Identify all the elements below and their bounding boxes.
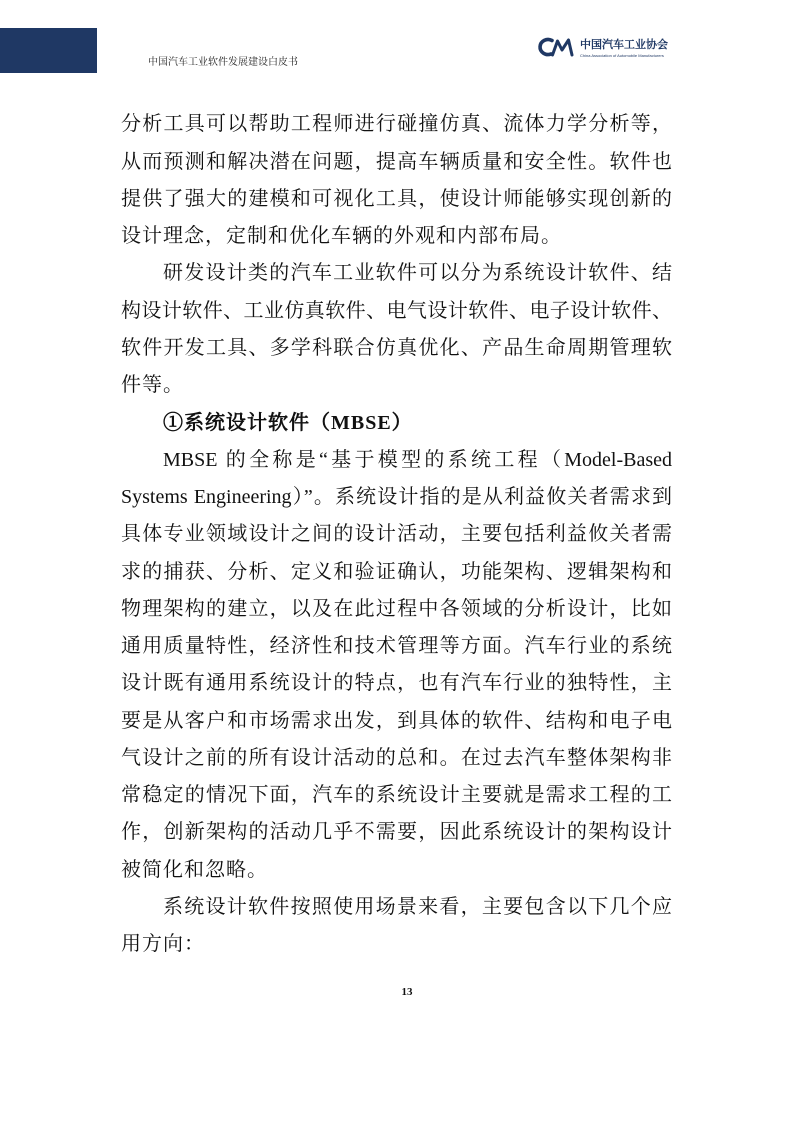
text-line: 被简化和忽略。 bbox=[121, 858, 268, 881]
header-color-band bbox=[0, 28, 97, 73]
section-heading: ①系统设计软件（MBSE） bbox=[163, 411, 413, 434]
text-line: 气设计之前的所有设计活动的总和。在过去汽车整体架构非 bbox=[121, 746, 672, 769]
text-line: 要是从客户和市场需求出发，到具体的软件、结构和电子电 bbox=[121, 709, 672, 732]
running-header-title: 中国汽车工业软件发展建设白皮书 bbox=[148, 57, 298, 68]
page-number: 13 bbox=[401, 986, 413, 998]
text-line: MBSE 的全称是“基于模型的系统工程（Model-Based bbox=[163, 448, 672, 471]
text-line: 提供了强大的建模和可视化工具，使设计师能够实现创新的 bbox=[121, 187, 672, 210]
text-line: 研发设计类的汽车工业软件可以分为系统设计软件、结 bbox=[163, 262, 672, 285]
text-line: 作，创新架构的活动几乎不需要，因此系统设计的架构设计 bbox=[121, 821, 672, 844]
text-line: 通用质量特性，经济性和技术管理等方面。汽车行业的系统 bbox=[121, 635, 672, 658]
text-line: 设计既有通用系统设计的特点，也有汽车行业的独特性，主 bbox=[121, 672, 672, 695]
text-line: 物理架构的建立，以及在此过程中各领域的分析设计，比如 bbox=[121, 597, 672, 620]
text-line: 从而预测和解决潜在问题，提高车辆质量和安全性。软件也 bbox=[121, 150, 672, 173]
text-line: 系统设计软件按照使用场景来看，主要包含以下几个应 bbox=[163, 895, 672, 918]
text-line: 常稳定的情况下面，汽车的系统设计主要就是需求工程的工 bbox=[121, 784, 672, 807]
org-name-en: China Association of Automobile Manufacturers bbox=[580, 53, 664, 58]
text-line: 分析工具可以帮助工程师进行碰撞仿真、流体力学分析等， bbox=[121, 113, 672, 136]
org-name-cn: 中国汽车工业协会 bbox=[580, 38, 668, 51]
text-line: 软件开发工具、多学科联合仿真优化、产品生命周期管理软 bbox=[121, 336, 672, 359]
text-line: 用方向： bbox=[121, 933, 205, 956]
body-text bbox=[121, 106, 672, 963]
text-line: 件等。 bbox=[121, 374, 184, 397]
text-line: 具体专业领域设计之间的设计活动，主要包括利益攸关者需 bbox=[121, 523, 672, 546]
text-line: 设计理念，定制和优化车辆的外观和内部布局。 bbox=[121, 225, 562, 248]
caam-logo-icon bbox=[537, 35, 577, 59]
text-line: 求的捕获、分析、定义和验证确认，功能架构、逻辑架构和 bbox=[121, 560, 672, 583]
text-line: Systems Engineering）”。系统设计指的是从利益攸关者需求到 bbox=[121, 486, 672, 509]
text-line: 构设计软件、工业仿真软件、电气设计软件、电子设计软件、 bbox=[121, 299, 672, 322]
